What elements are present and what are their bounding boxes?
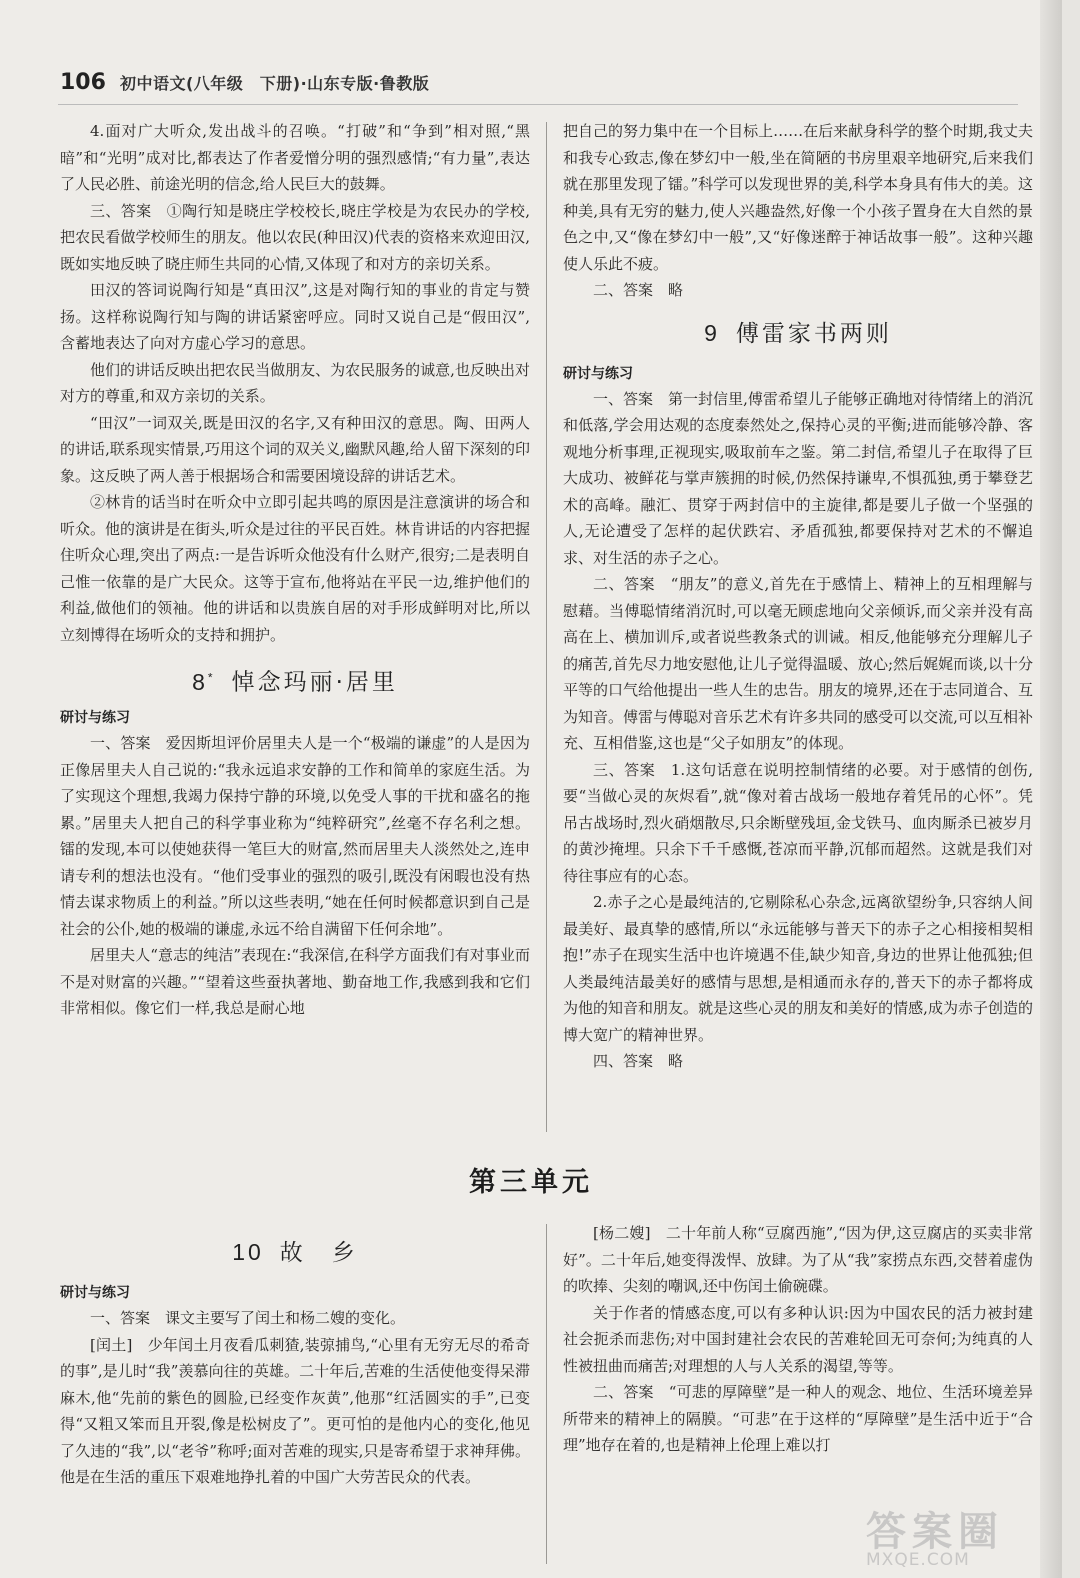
section-label: 研讨与练习 [60,1285,130,1301]
paragraph: 把自己的努力集中在一个目标上……在后来献身科学的整个时期,我丈夫和我专心致志,像在梦幻中一般,坐在简陋的书房里艰辛地研究,后来我们就在那里发现了镭。”科学可以发现世界的美,科学本身具有伟大的美。这种美,具有无穷的魅力,使人兴趣盎然,好像一个小孩子置身在大自然的景色之中,又“像在梦幻中一般”,又“好像迷醉于神话故事一般”。这种兴趣使人乐此不疲。 [563,122,1033,273]
paragraph: ②林肯的话当时在听众中立即引起共鸣的原因是注意演讲的场合和听众。他的演讲是在街头,听众是过往的平民百姓。林肯讲话的内容把握住听众心理,突出了两点:一是告诉听众他没有什么财产,很穷;二是表明自己惟一依靠的是广大民众。这等于宣布,他将站在平民一边,维护他们的利益,做他们的领袖。他的讲话和以贵族自居的对手形成鲜明对比,所以立刻博得在场听众的支持和拥护。 [60,493,530,644]
paragraph: 一、答案 课文主要写了闰土和杨二嫂的变化。 [90,1309,406,1327]
left-column-top [60,118,530,1022]
paragraph: [闰土] 少年闰土月夜看瓜刺猹,装弶捕鸟,“心里有无穷无尽的希奇的事”,是儿时“我”羡慕向往的英雄。二十年后,苦难的生活使他变得呆滞麻木,他“先前的紫色的圆脸,已经变作灰黄”,他那“红活圆实的手”,已变得“又粗又笨而且开裂,像是松树皮了”。更可怕的是他内心的变化,他见了久违的“我”,以“老爷”称呼;面对苦难的现实,只是寄希望于求神拜佛。他是在生活的重压下艰难地挣扎着的中国广大劳苦民众的代表。 [60,1335,530,1486]
paragraph: 一、答案 第一封信里,傅雷希望儿子能够正确地对待情绪上的消沉和低落,学会用达观的态度泰然处之,保持心灵的平衡;进而能够冷静、客观地分析事理,正视现实,吸取前车之鉴。第二封信,希望儿子在取得了巨大成功、被鲜花与掌声簇拥的时候,仍然保持谦卑,不惧孤独,勇于攀登艺术的高峰。融汇、贯穿于两封信中的主旋律,都是要儿子做一个坚强的人,无论遭受了怎样的起伏跌宕、矛盾孤独,都要保持对艺术的不懈追求、对生活的赤子之心。 [563,389,1033,567]
paragraph: 关于作者的情感态度,可以有多种认识:因为中国农民的活力被封建社会扼杀而悲伤;对中国封建社会农民的苦难轮回无可奈何;为纯真的人性被扭曲而痛苦;对理想的人与人关系的渴望,等等。 [563,1303,1033,1375]
paragraph: 田汉的答词说陶行知是“真田汉”,这是对陶行知的事业的肯定与赞扬。这样称说陶行知与陶的讲话紧密呼应。同时又说自己是“假田汉”,含蓄地表达了向对方虚心学习的意思。 [60,281,530,352]
left-column-bottom [60,1239,530,1491]
lesson-9-title [563,304,1033,362]
watermark-url: MXQE.COM [866,1550,970,1570]
paragraph: “田汉”一词双关,既是田汉的名字,又有种田汉的意思。陶、田两人的讲话,联系现实情景,巧用这个词的双关义,幽默风趣,给人留下深刻的印象。这反映了两人善于根据场合和需要困境设辞的讲话艺术。 [60,413,530,485]
paragraph: 二、答案 “朋友”的意义,首先在于感情上、精神上的互相理解与慰藉。当傅聪情绪消沉时,可以毫无顾虑地向父亲倾诉,而父亲并没有高高在上、横加训斥,或者说些教条式的训诫。相反,他能够充分理解儿子的痛苦,首先尽力地安慰他,让儿子觉得温暖、放心;然后娓娓而谈,以十分平等的口气给他提出一些人生的忠告。朋友的境界,还在于志同道合、互为知音。傅雷与傅聪对音乐艺术有许多共同的感受可以交流,可以互相补充、互相借鉴,这也是“父子如朋友”的体现。 [563,575,1033,752]
paragraph: 四、答案 略 [593,1052,684,1070]
site-watermark [858,1500,1062,1572]
paragraph: 他们的讲话反映出把农民当做朋友、为农民服务的诚意,也反映出对对方的尊重,和双方亲切的关系。 [60,360,530,405]
lesson-title-text: 悼念玛丽·居里 [231,669,398,696]
lesson-number: 10 [232,1239,264,1265]
right-column-bottom [563,1220,1033,1459]
unit-title: 第三单元 [469,1167,593,1198]
lesson-title-text: 傅雷家书两则 [735,320,892,347]
page-edge [1040,0,1062,1578]
paragraph: 二、答案 略 [593,281,684,299]
paragraph: 居里夫人“意志的纯洁”表现在:“我深信,在科学方面我们有对事业而不是对财富的兴趣。”“望着这些蚕执著地、勤奋地工作,我感到我和它们非常相似。像它们一样,我总是耐心地 [60,946,530,1017]
lesson-number [192,669,215,695]
lesson-number: 9 [704,319,720,346]
book-title: 初中语文(八年级 下册)·山东专版·鲁教版 [119,74,430,93]
right-column-top [563,118,1033,1075]
paragraph: 三、答案 1.这句话意在说明控制情绪的必要。对于感情的创伤,要“当做心灵的灰烬看”,就“像对着古战场一般地存着凭吊的心怀”。凭吊古战场时,烈火硝烟散尽,只余断壁残垣,金戈铁马、血肉厮杀已被岁月的黄沙掩埋。只余下千千感慨,苍凉而平静,沉郁而超然。这就是我们对待往事应有的心态。 [563,760,1033,885]
section-label: 研讨与练习 [60,710,130,726]
lesson-10-title [60,1223,530,1281]
paragraph: 4.面对广大听众,发出战斗的召唤。“打破”和“争到”相对照,“黑暗”和“光明”成对比,都表达了作者爱憎分明的强烈感情;“有力量”,表达了人民必胜、前途光明的信念,给人民巨大的鼓舞。 [60,122,530,193]
paragraph: 三、答案 ①陶行知是晓庄学校校长,晓庄学校是为农民办的学校,把农民看做学校师生的朋友。他以农民(种田汉)代表的资格来欢迎田汉,既如实地反映了晓庄师生共同的心情,又体现了和对方的亲切关系。 [60,201,530,273]
paragraph: 二、答案 “可悲的厚障壁”是一种人的观念、地位、生活环境差异所带来的精神上的隔膜。“可悲”在于这样的“厚障壁”是生活中近于“合理”地存在着的,也是精神上伦理上难以打 [563,1383,1033,1454]
section-label: 研讨与练习 [563,365,633,382]
page-number: 106 [60,70,106,95]
lesson-number-text: 8 [192,668,208,695]
column-divider [546,1224,547,1564]
header-rule [58,104,1018,105]
paragraph: [杨二嫂] 二十年前人称“豆腐西施”,“因为伊,这豆腐店的买卖非常好”。二十年后,她变得泼悍、放肆。为了从“我”家捞点东西,交替着虚伪的吹捧、尖刻的嘲讽,还中伤闰土偷碗碟。 [563,1224,1033,1295]
page-header [60,70,429,104]
column-divider [546,122,547,1132]
paragraph: 2.赤子之心是最纯洁的,它剔除私心杂念,远离欲望纷争,只容纳人间最美好、最真挚的感情,所以“永远能够与普天下的赤子之心相接相契相抱!”赤子在现实生活中也许境遇不佳,缺少知音,身边的世界让他孤独;但人类最纯洁最美好的感情与思想,是相通而永存的,普天下的赤子都将成为他的知音和朋友。就是这些心灵的朋友和美好的情感,成为赤子创造的博大宽广的精神世界。 [563,893,1033,1044]
paragraph: 一、答案 爱因斯坦评价居里夫人是一个“极端的谦虚”的人是因为正像居里夫人自己说的:“我永远追求安静的工作和简单的家庭生活。为了实现这个理想,我竭力保持宁静的环境,以免受人事的干扰和盛名的拖累。”居里夫人把自己的科学事业称为“纯粹研究”,丝毫不存名利之想。镭的发现,本可以使她获得一笔巨大的财富,然而居里夫人淡然处之,连申请专利的想法也没有。“他们受事业的强烈的吸引,既没有闲暇也没有热情去谋求物质上的利益。”所以这些表明,“她在任何时候都意识到自己是社会的公仆,她的极端的谦虚,永远不给自满留下任何余地”。 [60,734,530,938]
watermark-logo: 答案圈 [866,1509,1004,1555]
optional-mark: * [207,670,216,684]
lesson-title-text: 故 乡 [279,1240,358,1266]
lesson-8-title [60,648,530,706]
